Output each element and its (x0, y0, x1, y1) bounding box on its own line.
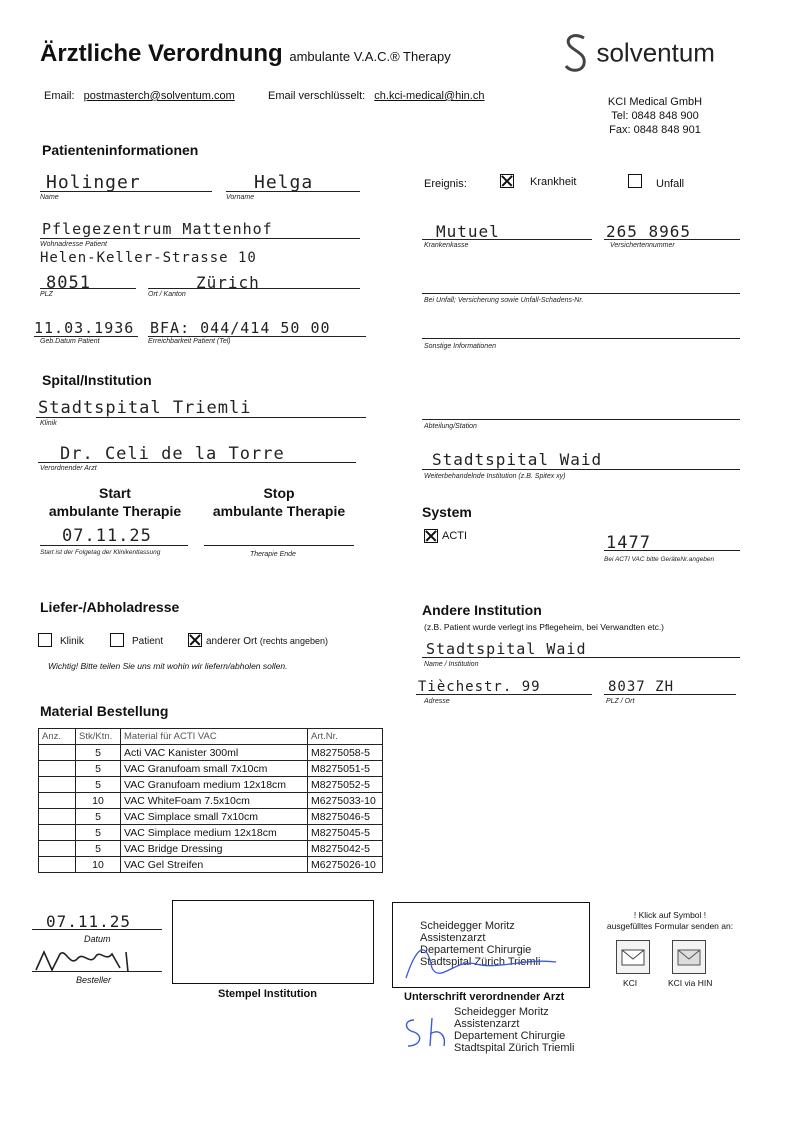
col-anz: Anz. (39, 729, 76, 745)
krankenkasse-value[interactable]: Mutuel (436, 222, 500, 241)
klick-line-2: ausgefülltes Formular senden an: (606, 921, 734, 931)
table-row (39, 761, 383, 777)
email-enc-row (268, 90, 484, 102)
mail-icon (617, 941, 649, 973)
cell-stk: 5 (76, 777, 121, 793)
stop-heading-1: Stop (263, 485, 295, 501)
liefer-patient-label: Patient (132, 636, 164, 647)
patient-ort[interactable]: Zürich (196, 273, 260, 292)
kci-label: KCI (623, 978, 638, 988)
cell-artnr: M8275046-5 (308, 809, 383, 825)
weiterbehandelnde-label: Weiterbehandelnde Institution (z.B. Spitex xy) (424, 473, 566, 480)
cell-anz[interactable] (39, 825, 76, 841)
company-info (600, 95, 710, 137)
klinik-value[interactable]: Stadtspital Triemli (38, 398, 252, 418)
table-row (39, 857, 383, 873)
company-name: KCI Medical GmbH (607, 96, 703, 108)
krankenkasse-label: Krankenkasse (424, 242, 469, 249)
cell-material: VAC Simplace medium 12x18cm (121, 825, 308, 841)
title-text: Ärztliche Verordnung (40, 40, 283, 67)
unterschrift-label: Unterschrift verordnender Arzt (404, 991, 565, 1003)
stempel-box[interactable] (172, 900, 374, 984)
ereignis-label: Ereignis: (424, 178, 467, 190)
send-instructions (600, 910, 740, 932)
versichertennummer-label: Versichertennummer (610, 242, 675, 249)
email-enc-link[interactable]: ch.kci-medical@hin.ch (374, 90, 485, 102)
krankheit-label: Krankheit (530, 176, 577, 188)
liefer-anderer-ort-text (206, 636, 328, 647)
patient-name[interactable]: Holinger (46, 172, 141, 193)
andere-name-value[interactable]: Stadtspital Waid (426, 640, 587, 658)
krankheit-checkbox[interactable] (500, 174, 514, 188)
andere-adresse-value[interactable]: Tièchestr. 99 (418, 679, 541, 695)
email-label: Email: (44, 90, 75, 102)
col-material: Material für ACTI VAC (121, 729, 308, 745)
brand-logo (560, 32, 715, 74)
table-row (39, 793, 383, 809)
unfall-checkbox[interactable] (628, 174, 642, 188)
besteller-label: Besteller (76, 975, 112, 985)
material-table (38, 728, 383, 873)
patient-plz[interactable]: 8051 (46, 273, 91, 293)
cell-material: VAC Granufoam medium 12x18cm (121, 777, 308, 793)
cell-stk: 10 (76, 857, 121, 873)
cell-artnr: M8275051-5 (308, 761, 383, 777)
stamp1-line-2: Assistenzarzt (420, 932, 486, 944)
cell-anz[interactable] (39, 809, 76, 825)
weiterbehandelnde-value[interactable]: Stadtspital Waid (432, 450, 603, 469)
spital-heading: Spital/Institution (42, 372, 152, 388)
material-heading: Material Bestellung (40, 703, 169, 719)
liefer-anderer-ort-note: (rechts angeben) (259, 636, 328, 646)
start-heading (40, 484, 190, 520)
geraet-nr-label: Bei ACTI VAC bitte GeräteNr.angeben (604, 556, 715, 563)
cell-anz[interactable] (39, 857, 76, 873)
plz-label: PLZ (40, 291, 53, 298)
system-heading: System (422, 504, 472, 520)
stamp2-line-1: Scheidegger Moritz (454, 1006, 549, 1018)
company-tel: Tel: 0848 848 900 (611, 110, 699, 122)
therapie-ende-label: Therapie Ende (250, 551, 296, 558)
sonstige-label: Sonstige Informationen (424, 343, 496, 350)
col-artnr: Art.Nr. (308, 729, 383, 745)
arzt-initials-blue (400, 1014, 456, 1054)
patient-address-1[interactable]: Pflegezentrum Mattenhof (42, 220, 273, 238)
cell-stk: 5 (76, 825, 121, 841)
andere-adresse-label: Adresse (424, 698, 450, 705)
klick-line-1: ! Klick auf Symbol ! (633, 910, 707, 920)
phone-label: Erreichbarkeit Patient (Tel) (148, 338, 231, 345)
cell-material: VAC Granufoam small 7x10cm (121, 761, 308, 777)
cell-anz[interactable] (39, 777, 76, 793)
acti-checkbox[interactable] (424, 529, 438, 543)
form-title (40, 40, 451, 68)
unfall-versicherung-label: Bei Unfall; Versicherung sowie Unfall-Schadens-Nr. (424, 297, 584, 304)
cell-anz[interactable] (39, 745, 76, 761)
cell-artnr: M8275058-5 (308, 745, 383, 761)
cell-material: VAC Simplace small 7x10cm (121, 809, 308, 825)
cell-anz[interactable] (39, 841, 76, 857)
material-header-row (39, 729, 383, 745)
arzt-label: Verordnender Arzt (40, 465, 97, 472)
acti-label: ACTI (442, 530, 468, 542)
liefer-anderer-ort-label: anderer Ort (206, 636, 258, 647)
birthdate-label: Geb.Datum Patient (40, 338, 100, 345)
cell-material: Acti VAC Kanister 300ml (121, 745, 308, 761)
liefer-heading: Liefer-/Abholadresse (40, 599, 180, 615)
datum-value[interactable]: 07.11.25 (46, 912, 132, 931)
andere-name-label: Name / Institution (424, 661, 479, 668)
stamp1-line-1: Scheidegger Moritz (420, 920, 515, 932)
klinik-label: Klinik (40, 420, 57, 427)
start-heading-2: ambulante Therapie (48, 503, 182, 519)
stop-heading-2: ambulante Therapie (212, 503, 346, 519)
cell-stk: 5 (76, 761, 121, 777)
cell-artnr: M8275045-5 (308, 825, 383, 841)
stamp2-line-2: Assistenzarzt (454, 1018, 520, 1030)
patient-phone[interactable]: BFA: 044/414 50 00 (150, 319, 331, 337)
stamp2-line-4: Stadtspital Zürich Triemli (454, 1042, 575, 1054)
email-enc-label: Email verschlüsselt: (268, 90, 366, 102)
solventum-logo-icon (560, 32, 592, 74)
andere-plz-value[interactable]: 8037 ZH (608, 679, 675, 695)
vorname-label: Vorname (226, 194, 255, 201)
start-date-value[interactable]: 07.11.25 (62, 526, 152, 546)
company-fax: Fax: 0848 848 901 (609, 124, 701, 136)
start-heading-1: Start (99, 485, 131, 501)
cell-artnr: M8275042-5 (308, 841, 383, 857)
email-row (44, 90, 235, 102)
stop-heading (204, 484, 354, 520)
andere-heading: Andere Institution (422, 602, 542, 618)
andere-plz-label: PLZ / Ort (606, 698, 635, 705)
subtitle-text: ambulante V.A.C.® Therapy (289, 49, 451, 64)
cell-material: VAC Bridge Dressing (121, 841, 308, 857)
arzt-stamp-2 (454, 1006, 574, 1054)
abteilung-label: Abteilung/Station (424, 423, 477, 430)
cell-anz[interactable] (39, 761, 76, 777)
table-row (39, 777, 383, 793)
versichertennummer-value[interactable]: 265 8965 (606, 222, 692, 241)
liefer-anderer-ort-checkbox[interactable] (188, 633, 202, 647)
table-row (39, 841, 383, 857)
table-row (39, 745, 383, 761)
patient-vorname[interactable]: Helga (254, 172, 314, 193)
liefer-patient-checkbox[interactable] (110, 633, 124, 647)
patient-address-2[interactable]: Helen-Keller-Strasse 10 (40, 250, 257, 266)
address-label: Wohnadresse Patient (40, 241, 107, 248)
geraet-nr-value[interactable]: 1477 (606, 533, 651, 553)
cell-stk: 5 (76, 745, 121, 761)
datum-label: Datum (84, 934, 111, 944)
cell-artnr: M6275033-10 (308, 793, 383, 809)
stamp1-line-3: Departement Chirurgie (420, 944, 532, 956)
cell-artnr: M6275026-10 (308, 857, 383, 873)
liefer-klinik-label: Klinik (60, 636, 84, 647)
table-row (39, 825, 383, 841)
table-row (39, 809, 383, 825)
brand-text: solventum (596, 37, 715, 68)
andere-note: (z.B. Patient wurde verlegt ins Pflegeheim, bei Verwandten etc.) (424, 622, 665, 632)
cell-material: VAC Gel Streifen (121, 857, 308, 873)
arzt-value[interactable]: Dr. Celi de la Torre (60, 444, 285, 464)
kci-hin-label: KCI via HIN (668, 978, 713, 988)
cell-artnr: M8275052-5 (308, 777, 383, 793)
name-label: Name (40, 194, 59, 201)
col-stk: Stk/Ktn. (76, 729, 121, 745)
cell-stk: 10 (76, 793, 121, 809)
ort-label: Ort / Kanton (148, 291, 186, 298)
arzt-signature-blue (396, 928, 566, 984)
liefer-klinik-checkbox[interactable] (38, 633, 52, 647)
start-date-label: Start ist der Folgetag der Klinikentlassung (40, 549, 161, 556)
stamp1-line-4: Stadtspital Zürich Triemli (420, 956, 541, 968)
stempel-label: Stempel Institution (218, 988, 317, 1000)
cell-stk: 5 (76, 809, 121, 825)
stamp2-line-3: Departement Chirurgie (454, 1030, 566, 1042)
mail-hin-icon (673, 941, 705, 973)
unfall-label: Unfall (656, 178, 685, 190)
cell-stk: 5 (76, 841, 121, 857)
liefer-wichtig-note: Wichtig! Bitte teilen Sie uns mit wohin wir liefern/abholen sollen. (48, 661, 288, 671)
email-link[interactable]: postmasterch@solventum.com (83, 90, 235, 102)
cell-anz[interactable] (39, 793, 76, 809)
patient-birthdate[interactable]: 11.03.1936 (34, 319, 135, 337)
patient-heading: Patienteninformationen (42, 142, 199, 158)
cell-material: VAC WhiteFoam 7.5x10cm (121, 793, 308, 809)
kci-hin-send-button[interactable] (672, 940, 706, 974)
kci-send-button[interactable] (616, 940, 650, 974)
